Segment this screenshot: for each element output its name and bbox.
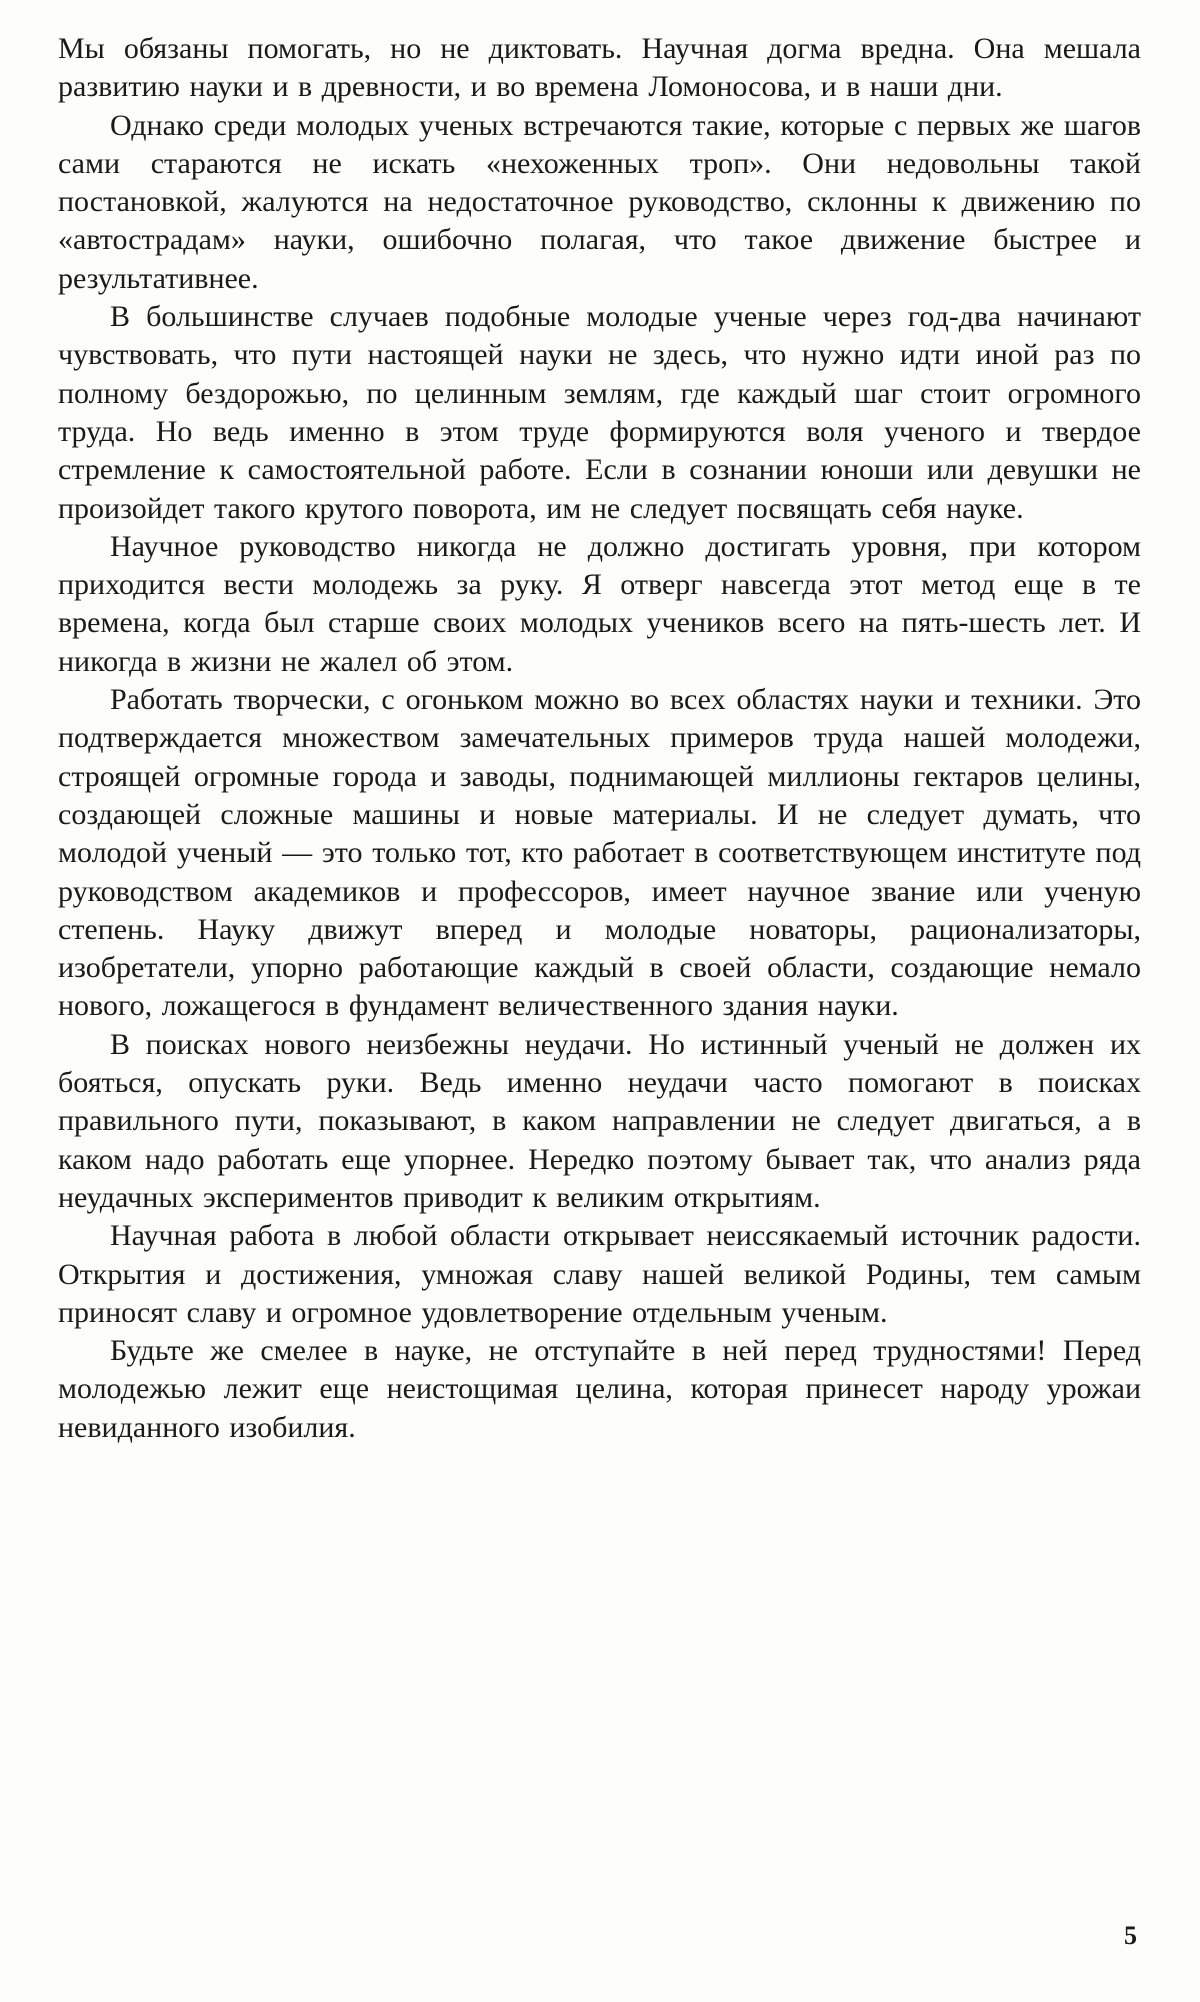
paragraph-8: Будьте же смелее в науке, не отступайте в ней перед трудностями! Перед молодежью лежит еще неистощимая целина, которая принесет народу урожаи невиданного изобилия. xyxy=(58,1334,1141,1444)
paragraph-6: В поисках нового неизбежны неудачи. Но истинный ученый не должен их бояться, опускать руки. Ведь именно неудачи часто помогают в поисках правильного пути, показывают, в каком направлении не следует двигаться, а в каком надо работать еще упорнее. Нередко поэтому бывает так, что анализ ряда неудачных экспериментов приводит к великим открытиям. xyxy=(58,1027,1141,1214)
page-number: 5 xyxy=(1124,1921,1137,1950)
paragraph-1: Мы обязаны помогать, но не диктовать. Научная догма вредна. Она мешала развитию науки и в древности, и во времена Ломоносова, и в наши дни. xyxy=(58,32,1141,104)
body-text xyxy=(58,30,1141,1447)
paragraph-3: В большинстве случаев подобные молодые ученые через год-два начинают чувствовать, что пути настоящей науки не здесь, что нужно идти иной раз по полному бездорожью, по целинным землям, где каждый шаг стоит огромного труда. Но ведь именно в этом труде формируются воля ученого и твердое стремление к самостоятельной работе. Если в сознании юноши или девушки не произойдет такого крутого поворота, им не следует посвящать себя науке. xyxy=(58,300,1141,525)
paragraph-7: Научная работа в любой области открывает неиссякаемый источник радости. Открытия и достижения, умножая славу нашей великой Родины, тем самым приносят славу и огромное удовлетворение отдельным ученым. xyxy=(58,1219,1141,1329)
paragraph-4: Научное руководство никогда не должно достигать уровня, при котором приходится вести молодежь за руку. Я отверг навсегда этот метод еще в те времена, когда был старше своих молодых учеников всего на пять-шесть лет. И никогда в жизни не жалел об этом. xyxy=(58,529,1141,678)
paragraph-5: Работать творчески, с огоньком можно во всех областях науки и техники. Это подтверждается множеством замечательных примеров труда нашей молодежи, строящей огромные города и заводы, поднимающей миллионы гектаров целины, создающей сложные машины и новые материалы. И не следует думать, что молодой ученый — это только тот, кто работает в соответствующем институте под руководством академиков и профессоров, имеет научное звание или ученую степень. Науку движут вперед и молодые новаторы, рационализаторы, изобретатели, упорно работающие каждый в своей области, создающие немало нового, ложащегося в фундамент величественного здания науки. xyxy=(58,683,1141,1023)
paragraph-2: Однако среди молодых ученых встречаются такие, которые с первых же шагов сами стараются не искать «нехоженных троп». Они недовольны такой постановкой, жалуются на недостаточное руководство, склонны к движению по «автострадам» науки, ошибочно полагая, что такое движение быстрее и результативнее. xyxy=(58,108,1141,295)
